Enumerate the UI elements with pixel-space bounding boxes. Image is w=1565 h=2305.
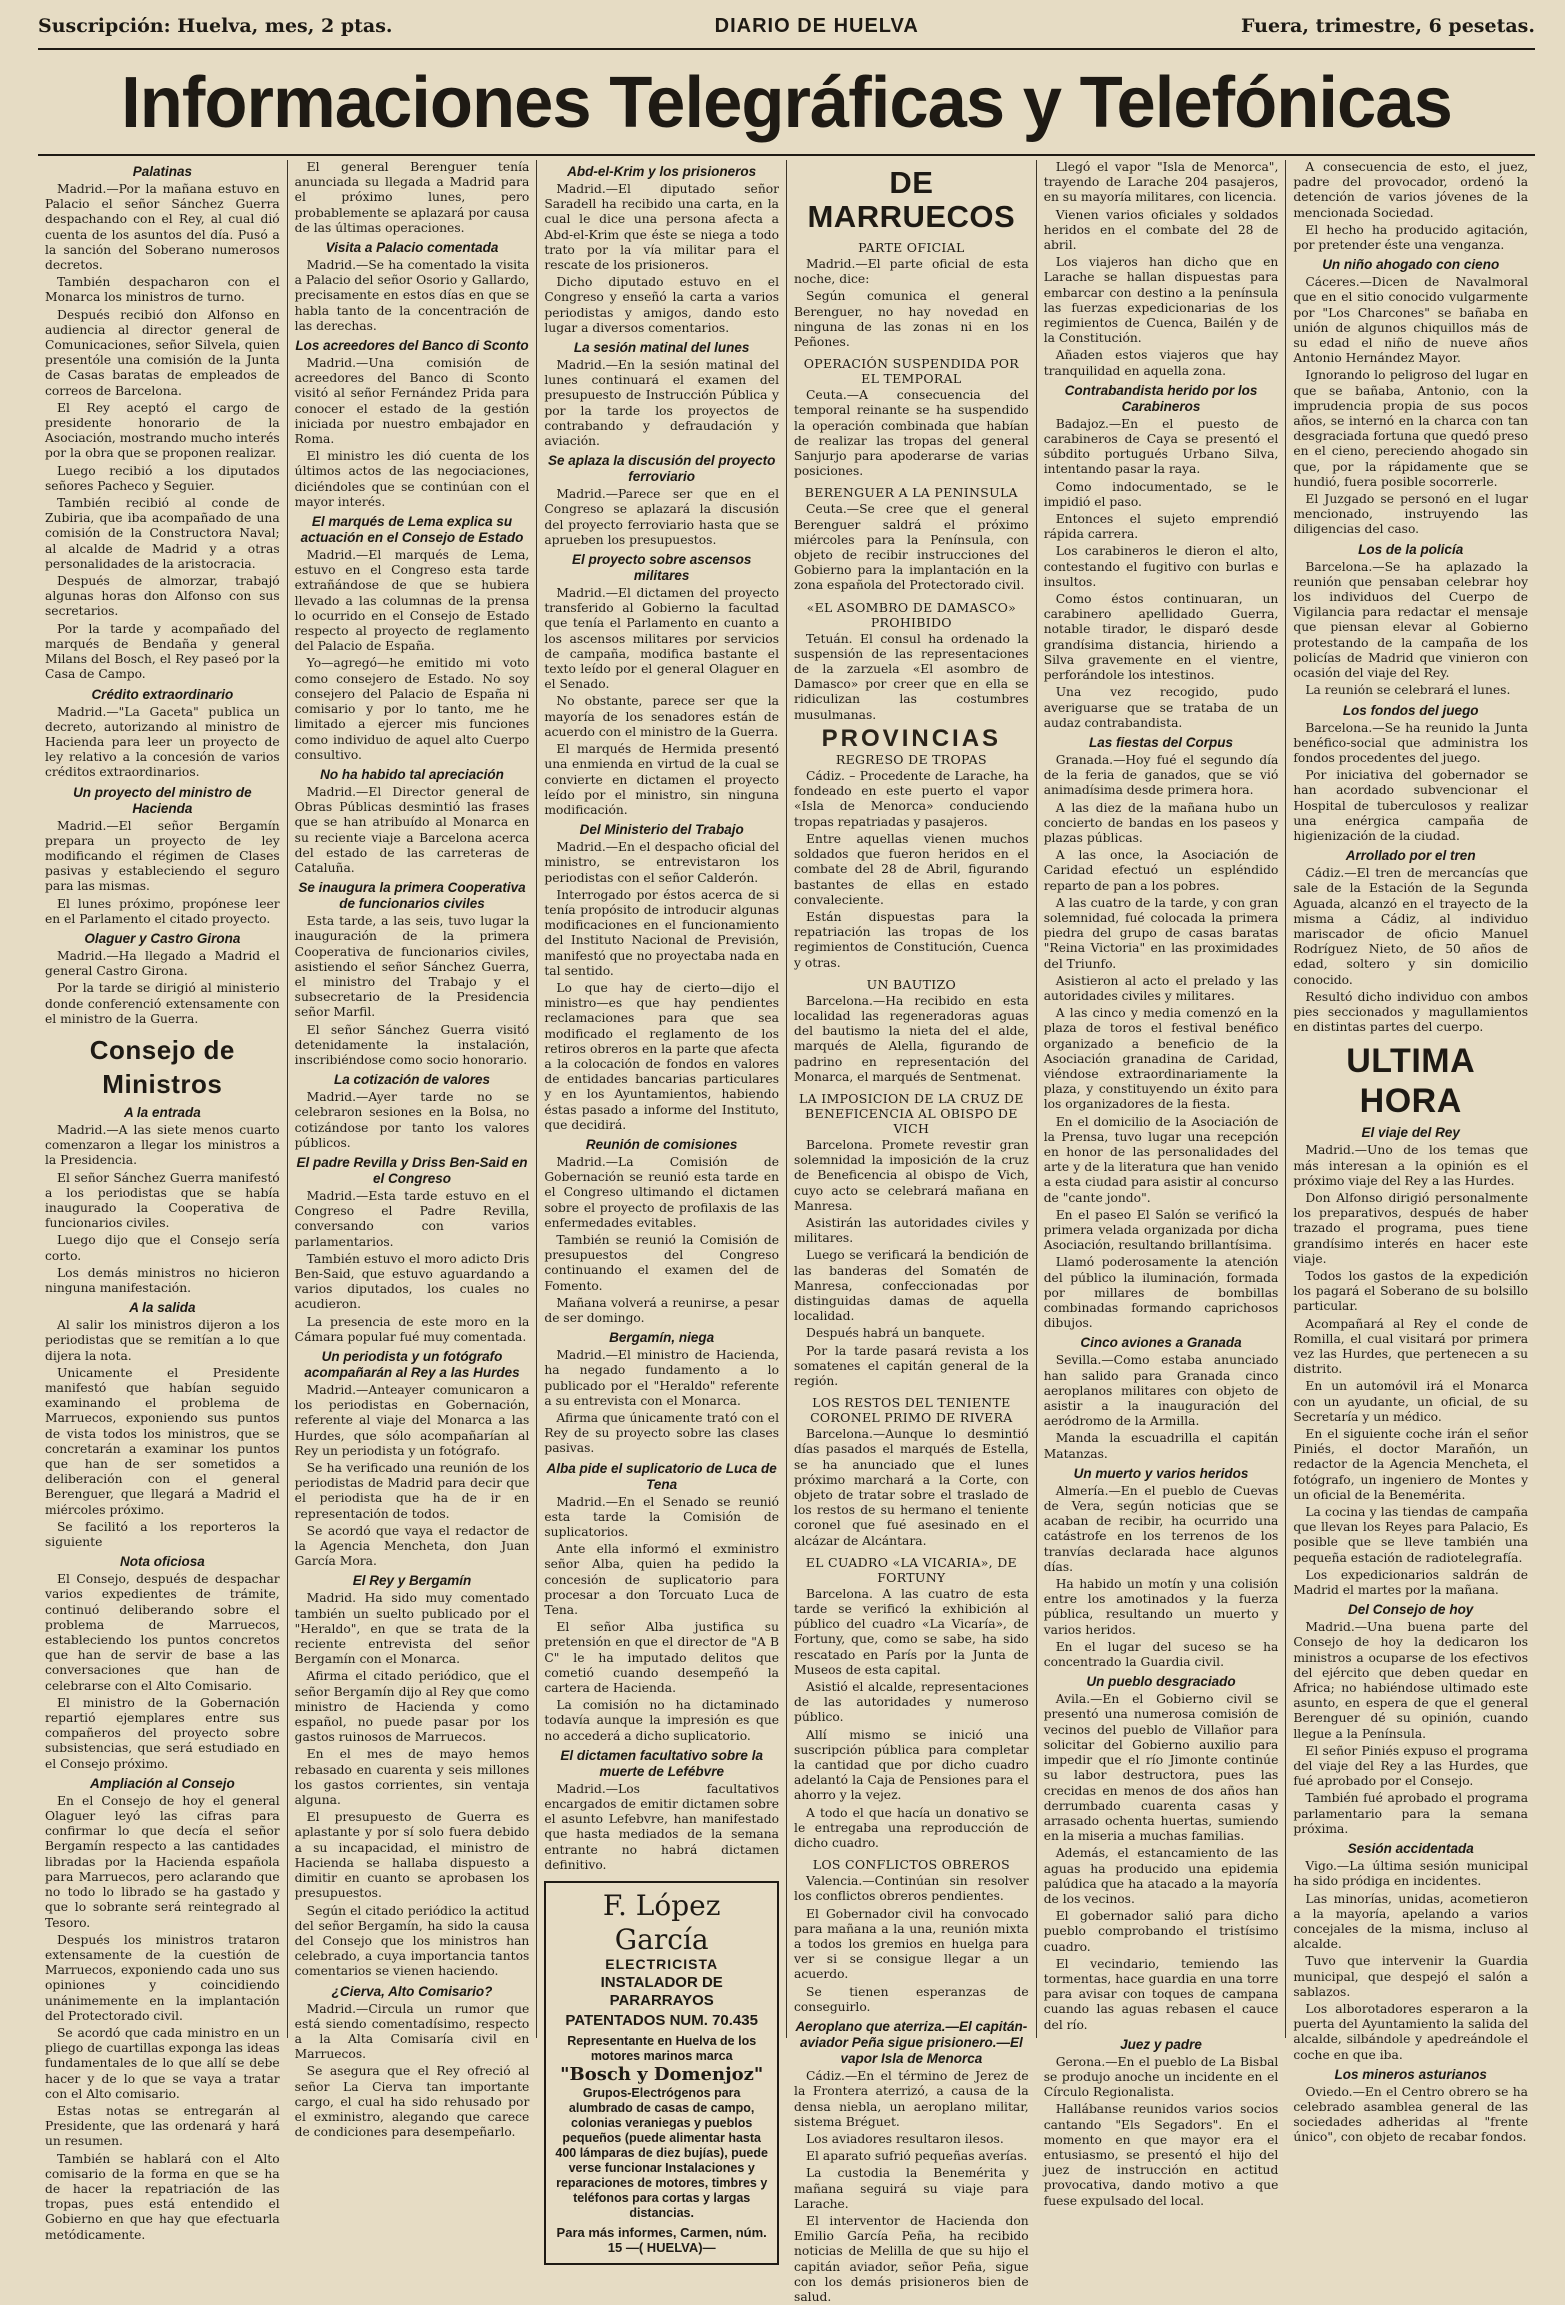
ad-name: F. López García bbox=[602, 1889, 721, 1957]
paragraph: Están dispuestas para la repatriación las tropas de los regimientos de Constitución, Cuenca y otras. bbox=[794, 909, 1029, 970]
paragraph: El interventor de Hacienda don Emilio García Peña, ha recibido noticias de Melilla de que su hijo el capitán aviador, señor Peña, sigue con los demás prisioneros bien de salud. bbox=[794, 2213, 1029, 2304]
heading: LOS RESTOS DEL TENIENTE CORONEL PRIMO DE RIVERA bbox=[810, 1395, 1013, 1426]
paragraph: Esta tarde, a las seis, tuvo lugar la inauguración de la primera Cooperativa de funcionarios civiles, asistiendo el señor Sánchez Guerra, el ministro del Trabajo y el subsecretario de la Presidencia señor Marfil. bbox=[294, 914, 530, 1020]
paragraph: Tetuán. El consul ha ordenado la suspensión de las representaciones de la zarzuela «El asombro de Damasco» por creer que en ella se ridiculizan las costumbres musulmanas. bbox=[794, 631, 1029, 722]
paragraph: A las diez de la mañana hubo un concierto de bandas en los paseos y plazas públicas. bbox=[1043, 800, 1279, 845]
paragraph: Los aviadores resultaron ilesos. bbox=[806, 2131, 1004, 2146]
paragraph: Los carabineros le dieron el alto, contestando el fugitivo con burlas e insultos. bbox=[1043, 544, 1279, 589]
paragraph: Madrid.—El Director general de Obras Públicas desmintió las frases que se han atribuído al Monarca en su reciente viaje a Barcelona acerca del estado de las carreteras de Cataluña. bbox=[294, 784, 530, 875]
heading: UN BAUTIZO bbox=[866, 976, 957, 992]
paragraph: Madrid.—En el despacho oficial del ministro, se entrevistaron los periodistas con el señor Calderón. bbox=[544, 840, 780, 885]
paragraph: La cocina y las tiendas de campaña que llevan los Reyes para Palacio, Es posible que se lleve también una pequeña estación de radiotelegrafía. bbox=[1293, 1505, 1529, 1565]
paragraph: Barcelona.—Ha recibido en esta localidad las regeneradoras aguas del bautismo la nieta del el alde, marqués de Alella, figurando de padrino en representación del Monarca, el marqués de Sentmenat. bbox=[794, 993, 1029, 1084]
heading: Un niño ahogado con cieno bbox=[1322, 257, 1500, 273]
heading: Juez y padre bbox=[1120, 2036, 1202, 2052]
paragraph: Ignorando lo peligroso del lugar en que se bañaba, Antonio, con la imprudencia propia de sus pocos años, se internó en la charca con tan desgraciada fortuna que quedó preso en el cieno, pereciendo ahogado sin que, por la rápidamente que se hundió, fuera posible socorrerle. bbox=[1293, 368, 1529, 489]
paragraph: Después recibió don Alfonso en audiencia al director general de Comunicaciones, señor Silvela, quien presentóle una comisión de la Junta de Casas baratas de empleados de correos de Barcelona. bbox=[45, 307, 280, 398]
outside-price: Fuera, trimestre, 6 pesetas. bbox=[1240, 15, 1535, 37]
paragraph: Sevilla.—Como estaba anunciado han salido para Granada cinco aeroplanos militares con objeto de asistir a la inauguración del aeródromo de la Armilla. bbox=[1043, 1353, 1279, 1429]
heading: Ampliación al Consejo bbox=[89, 1775, 235, 1791]
paragraph: Valencia.—Continúan sin resolver los conflictos obreros pendientes. bbox=[794, 1874, 1029, 1904]
paragraph: Madrid.—Circula un rumor que está siendo comentadísimo, respecto a la Alta Comisaría civil en Marruecos. bbox=[294, 2001, 530, 2062]
newspaper-name: DIARIO DE HUELVA bbox=[714, 14, 919, 37]
paragraph: Según comunica el general Berenguer, no hay novedad en ninguna de las zonas ni en los Peñones. bbox=[794, 289, 1029, 350]
paragraph: Barcelona.—Aunque lo desmintió días pasados el marqués de Estella, se ha anunciado que el lunes próximo marchará a la Corte, con objeto de tratar sobre el traslado de los restos de su hermano el teniente coronel que fué asesinado en el alcázar de Alcántara. bbox=[794, 1427, 1029, 1548]
paragraph: Afirma el citado periódico, que el señor Bergamín dijo al Rey que como ministro de Hacienda y como español, no puede pasar por los gastos ruinosos de Marruecos. bbox=[294, 1669, 530, 1745]
header-rule bbox=[38, 48, 1535, 50]
paragraph: También despacharon con el Monarca los ministros de turno. bbox=[45, 275, 280, 305]
paragraph: Luego se verificará la bendición de las banderas del Somatén de Manresa, confeccionadas por distinguidas damas de aquella localidad. bbox=[794, 1248, 1029, 1324]
heading: REGRESO DE TROPAS bbox=[835, 752, 987, 768]
paragraph: Barcelona. Promete revestir gran solemnidad la imposición de la cruz de Beneficencia al obispo de Vich, cuyo acto se celebrará mañana en Manresa. bbox=[794, 1137, 1029, 1213]
paragraph: Madrid.—La Comisión de Gobernación se reunió esta tarde en el Congreso ultimando el dictamen sobre el proyecto de profilaxis de las enfermedades evitables. bbox=[544, 1154, 780, 1230]
paragraph: Barcelona.—Se ha aplazado la reunión que pensaban celebrar hoy los individuos del Cuerpo de Vigilancia para redactar el mensaje que piensan elevar al Gobierno protestando de la campaña de los policías de Madrid que vinieron con ocasión del viaje del Rey. bbox=[1293, 559, 1529, 681]
heading: Se aplaza la discusión del proyecto ferroviario bbox=[548, 453, 776, 485]
paragraph: Madrid.—El parte oficial de esta noche, dice: bbox=[794, 257, 1029, 287]
paragraph: Vienen varios oficiales y soldados heridos en el combate del 28 de abril. bbox=[1043, 207, 1279, 253]
paragraph: Ha habido un motín y una colisión entre los amotinados y la fuerza pública, resultando un muerto y varios heridos. bbox=[1043, 1577, 1279, 1637]
heading: OPERACIÓN SUSPENDIDA POR EL TEMPORAL bbox=[803, 356, 1019, 387]
paragraph: Como éstos continuaran, un carabinero apellidado Guerra, notable tirador, le disparó desde grandísima distancia, hiriendo a Silva gravemente en el vientre, perforándole los intestinos. bbox=[1043, 592, 1279, 683]
heading: Los mineros asturianos bbox=[1334, 2066, 1487, 2082]
paragraph: A las cinco y media comenzó en la plaza de toros el festival benéfico organizado a beneficio de la Asociación granadina de Caridad, viéndose extraordinariamente la plaza, y constituyendo un éxito para los organizadores de la fiesta. bbox=[1043, 1006, 1279, 1112]
paragraph: En el siguiente coche irán el señor Piniés, el doctor Marañón, un redactor de la Agencia Mencheta, el fotógrafo, un ingeniero de Montes y un oficial de la Benemérita. bbox=[1293, 1427, 1529, 1502]
paragraph: Madrid. Ha sido muy comentado también un suelto publicado por el "Heraldo", en que se trata de la reciente entrevista del señor Bergamín con el Monarca. bbox=[294, 1591, 530, 1667]
paragraph: Madrid.—Parece ser que en el Congreso se aplazará la discusión del proyecto ferroviario hasta que se aprueben los presupuestos. bbox=[544, 487, 780, 547]
paragraph: El aparato sufrió pequeñas averías. bbox=[806, 2149, 1028, 2164]
paragraph: Asistieron al acto el prelado y las autoridades civiles y militares. bbox=[1043, 973, 1279, 1003]
section-title: Consejo de Ministros bbox=[89, 1034, 235, 1099]
paragraph: El señor Piniés expuso el programa del viaje del Rey a las Hurdes, que fué aprobado por el Consejo. bbox=[1293, 1743, 1529, 1789]
paragraph: Cádiz.—El tren de mercancías que sale de la Estación de la Segunda Aguada, alcanzó en el trayecto de la misma a Cádiz, al individuo mariscador de oficio Manuel Rodríguez Nieto, de 50 años de edad, soltero y sin domicilio conocido. bbox=[1293, 866, 1529, 987]
section-title: PROVINCIAS bbox=[821, 724, 1002, 752]
paragraph: A todo el que hacía un donativo se le entregaba una reproducción de dicho cuadro. bbox=[794, 1805, 1029, 1851]
paragraph: Estas notas se entregarán al Presidente, que las ordenará y hará un resumen. bbox=[45, 2103, 280, 2149]
paragraph: Allí mismo se inició una suscripción pública para completar la cantidad que por dicho cuadro adelantó la Caja de Pensiones para el ahorro y la vejez. bbox=[794, 1727, 1029, 1803]
heading: ¿Cierva, Alto Comisario? bbox=[331, 1983, 493, 1999]
paragraph: Por la tarde pasará revista a los somatenes el capitán general de la región. bbox=[794, 1343, 1029, 1388]
heading: A la entrada bbox=[123, 1104, 201, 1120]
paragraph: El señor Sánchez Guerra manifestó a los periodistas que se había inaugurado la Cooperativa de funcionarios civiles. bbox=[45, 1170, 280, 1231]
paragraph: Los alborotadores esperaron a la puerta del Ayuntamiento la salida del alcalde, silbándole y apedreándole el coche en que iba. bbox=[1293, 2001, 1529, 2062]
paragraph: Ceuta.—Se cree que el general Berenguer saldrá el próximo miércoles para la Península, con objeto de recibir instrucciones del Gobierno para la implantación en la zona española del Protectorado civil. bbox=[794, 502, 1029, 593]
paragraph: El Gobernador civil ha convocado para mañana a la una, reunión mixta a todos los gremios en huelga para ver si se consigue llegar a un acuerdo. bbox=[794, 1906, 1029, 1982]
paragraph: El vecindario, temiendo las tormentas, hace guardia en una torre para avisar con toques de campana cuando las aguas rebasen el cauce del río. bbox=[1043, 1956, 1279, 2032]
column-3 bbox=[536, 160, 786, 2255]
paragraph: No obstante, parece ser que la mayoría de los senadores están de acuerdo con el ministro de la Guerra. bbox=[544, 694, 780, 739]
paragraph: En el mes de mayo hemos rebasado en cuarenta y seis millones los gastos corrientes, sin ventaja alguna. bbox=[294, 1747, 530, 1808]
ad-body: Grupos-Electrógenos para alumbrado de casas de campo, colonias veraniegas y pueblos pequeños (puede alimentar hasta 400 lámparas de diez bujías), puede verse funcionar Instalaciones y reparaciones de motores, timbres y teléfonos para cortas y largas distancias. bbox=[555, 2085, 768, 2220]
paragraph: Madrid.—El dictamen del proyecto transferido al Gobierno la facultad que tenía el Parlamento en cuanto a los ascensos militares por servicios de campaña, modifica bastante el texto leído por el general Olaguer en el Senado. bbox=[544, 586, 780, 692]
heading: Las fiestas del Corpus bbox=[1089, 734, 1234, 750]
paragraph: El señor Alba justifica su pretensión en que el director de "A B C" le ha imputado delitos que cometió cuando desempeñó la cartera de Hacienda. bbox=[544, 1620, 780, 1696]
masthead-rule bbox=[38, 154, 1535, 156]
paragraph: Asistió el alcalde, representaciones de las autoridades y numeroso público. bbox=[794, 1680, 1029, 1725]
paragraph: Después habrá un banquete. bbox=[806, 1326, 986, 1341]
paragraph: Las minorías, unidas, acometieron a la mayoría, apelando a varios concejales de la misma, incluso al alcalde. bbox=[1293, 1891, 1529, 1952]
heading: Bergamín, niega bbox=[609, 1330, 715, 1346]
paragraph: Madrid.—En la sesión matinal del lunes continuará el examen del presupuesto de Instrucción Pública y por la tarde los proyectos de contrabando y defraudación y aviación. bbox=[544, 358, 780, 449]
paragraph: En el Consejo de hoy el general Olaguer leyó las cifras para confirmar lo que decía el señor Bergamín respecto a las cantidades libradas por la Hacienda española para Marruecos, pero aclarando que no todo lo librado se ha gastado y que lo sobrante será reintegrado al Tesoro. bbox=[45, 1793, 280, 1930]
paragraph: Yo—agregó—he emitido mi voto como consejero de Estado. No soy consejero del Palacio de España ni comisario y por lo tanto, me he limitado a ejercer mis funciones como individuo de aquel alto Cuerpo consultivo. bbox=[294, 656, 530, 762]
paragraph: También fué aprobado el programa parlamentario para la semana próxima. bbox=[1293, 1791, 1529, 1836]
heading: PARTE OFICIAL bbox=[858, 240, 965, 255]
paragraph: Barcelona.—Se ha reunido la Junta benéfico-social que administra los fondos procedentes del juego. bbox=[1293, 720, 1529, 765]
paragraph: Se tienen esperanzas de conseguirlo. bbox=[794, 1984, 1029, 2014]
paragraph: Hallábanse reunidos varios socios cantando "Els Segadors". En el momento en que mayor era el entusiasmo, se presentó el hijo del juez de instrucción en actitud provocativa, dando motivo a que fuese expulsado del local. bbox=[1043, 2102, 1279, 2208]
heading: El padre Revilla y Driss Ben-Said en el Congreso bbox=[296, 1154, 528, 1186]
paragraph: Lo que hay de cierto—dijo el ministro—es que hay pendientes reclamaciones para que sea modificado el reglamento de los retiros obreros en la parte que afecta a la colocación de fondos en valores de entidades bancarias particulares y en los Ayuntamientos, habiendo éstas pasado a informe del Instituto, que decidirá. bbox=[544, 980, 780, 1132]
paragraph: Unicamente el Presidente manifestó que habían seguido examinando el problema de Marruecos, exponiendo sus puntos de vista todos los ministros, que se concretarán a examinar los puntos que han de ser sometidos a deliberación con el general Berenguer, que llegará a Madrid el miércoles próximo. bbox=[45, 1365, 280, 1517]
paragraph: El ministro les dió cuenta de los últimos actos de las negociaciones, diciéndoles que se continúan con el mayor interés. bbox=[294, 449, 530, 509]
heading: El dictamen facultativo sobre la muerte de Lefébvre bbox=[560, 1747, 763, 1779]
heading: Alba pide el suplicatorio de Luca de Tena bbox=[546, 1460, 777, 1492]
heading: Arrollado por el tren bbox=[1345, 848, 1476, 864]
heading: LOS CONFLICTOS OBREROS bbox=[812, 1857, 1010, 1873]
paragraph: Se acordó que cada ministro en un pliego de cuartillas exponga las ideas fundamentales de lo que allí se debe hacer y de lo que se vaya a tratar con el Alto comisario. bbox=[45, 2025, 280, 2101]
paragraph: Almería.—En el pueblo de Cuevas de Vera, según noticias que se acaban de recibir, ha ocurrido una catástrofe en los terrenos de los tranvías declarada hace algunos días. bbox=[1043, 1483, 1279, 1574]
paragraph: Por iniciativa del gobernador se han acordado subvencionar el Hospital de tuberculosos y realizar una enérgica campaña de higienización de la ciudad. bbox=[1293, 768, 1529, 843]
paragraph: También estuvo el moro adicto Dris Ben-Said, que estuvo aguardando a varios diputados, los cuales no acudieron. bbox=[294, 1251, 530, 1312]
ad-line: PATENTADOS NUM. 70.435 bbox=[565, 2012, 758, 2030]
paragraph: El Consejo, después de despachar varios expedientes de trámite, continuó deliberando sobre el problema de Marruecos, estableciendo los puntos concretos que han de servir de base a las conversaciones que han de celebrarse con el Alto Comisario. bbox=[45, 1572, 280, 1693]
paragraph: Don Alfonso dirigió personalmente los preparativos, después de haber trazado el programa, pues tiene grandísimo interés en hacer este viaje. bbox=[1293, 1190, 1529, 1266]
paragraph: El gobernador salió para dicho pueblo comprobando el tristísimo cuadro. bbox=[1043, 1909, 1279, 1954]
paragraph: Luego recibió a los diputados señores Pacheco y Seguier. bbox=[45, 463, 280, 493]
heading: Contrabandista herido por los Carabineros bbox=[1064, 382, 1258, 414]
paragraph: Se acordó que vaya el redactor de la Agencia Mencheta, don Juan García Mora. bbox=[294, 1523, 530, 1569]
paragraph: Según el citado periódico la actitud del señor Bergamín, ha sido la causa del Consejo que los ministros han celebrado, a cuya importancia tantos comentarios se vienen haciendo. bbox=[294, 1903, 530, 1979]
paragraph: Se ha verificado una reunión de los periodistas de Madrid para decir que el periodista que ha de ir en representación de todos. bbox=[294, 1461, 530, 1521]
paragraph: El señor Sánchez Guerra visitó detenidamente la instalación, inscribiéndose como socio honorario. bbox=[294, 1022, 530, 1067]
heading: LA IMPOSICION DE LA CRUZ DE BENEFICENCIA AL OBISPO DE VICH bbox=[799, 1090, 1024, 1136]
column-4 bbox=[786, 160, 1036, 2304]
heading: Palatinas bbox=[132, 164, 192, 179]
paragraph: El hecho ha producido agitación, por pretender éste una venganza. bbox=[1293, 222, 1529, 253]
heading: Los de la policía bbox=[1358, 541, 1464, 557]
paragraph: Madrid.—El señor Bergamín prepara un proyecto de ley modificando el régimen de Clases pasivas y estableciendo el seguro para las mismas. bbox=[45, 818, 280, 894]
paragraph: Después los ministros trataron extensamente de la cuestión de Marruecos, exponiendo cada uno sus opiniones y coincidiendo unánimemente en la implantación del Protectorado civil. bbox=[45, 1932, 280, 2023]
ad-brand: "Bosch y Domenjoz" bbox=[560, 2064, 764, 2086]
paragraph: Los viajeros han dicho que en Larache se hallan dispuestas para embarcar con destino a la península las fuerzas expedicionarias de los regimientos de Cuenca, Bailén y de la Constitución. bbox=[1043, 255, 1279, 346]
column-6 bbox=[1285, 160, 1535, 2145]
heading: Del Consejo de hoy bbox=[1348, 1602, 1474, 1618]
paragraph: Madrid.—Por la mañana estuvo en Palacio el señor Sánchez Guerra despachando con el Rey, al cual dió cuenta de los asuntos del día. Pusó a la sanción del Soberano numerosos decretos. bbox=[45, 182, 280, 273]
paragraph: Una vez recogido, pudo averiguarse que se trataba de un audaz contrabandista. bbox=[1043, 685, 1279, 730]
paragraph: Barcelona. A las cuatro de esta tarde se verificó la exhibición al público del cuadro «La Vicaría», de Fortuny, que, como se sabe, ha sido rescatado en París por la Junta de Museos de esta capital. bbox=[794, 1586, 1029, 1677]
heading: Aeroplano que aterriza.—El capitán-aviador Peña sigue prisionero.—El vapor Isla de Menorca bbox=[795, 2019, 1028, 2067]
heading: El Rey y Bergamín bbox=[352, 1573, 472, 1589]
paragraph: Después de almorzar, trabajó algunas horas don Alfonso con sus secretarios. bbox=[45, 574, 280, 619]
heading: Reunión de comisiones bbox=[585, 1136, 738, 1152]
ad-line: Representante en Huelva de los motores marinos marca bbox=[567, 2034, 757, 2064]
paragraph: Los demás ministros no hicieron ninguna manifestación. bbox=[45, 1265, 280, 1295]
heading: El marqués de Lema explica su actuación en el Consejo de Estado bbox=[300, 514, 524, 546]
heading: Nota oficiosa bbox=[119, 1554, 205, 1570]
paragraph: Madrid.—Ha llegado a Madrid el general Castro Girona. bbox=[45, 948, 280, 979]
paragraph: También se reunió la Comisión de presupuestos del Congreso continuando el examen del de Fomento. bbox=[544, 1232, 780, 1293]
heading: A la salida bbox=[129, 1300, 196, 1316]
paragraph: Afirma que únicamente trató con el Rey de su proyecto sobre las clases pasivas. bbox=[544, 1411, 780, 1456]
paragraph: Además, el estancamiento de las aguas ha producido una epidemia palúdica que ha atacado a la mayoría de los vecinos. bbox=[1043, 1846, 1279, 1906]
heading: Del Ministerio del Trabajo bbox=[579, 822, 744, 838]
heading: La sesión matinal del lunes bbox=[573, 340, 750, 356]
paragraph: Dicho diputado estuvo en el Congreso y enseñó la carta a varios periodistas y amigos, dando esto lugar a diversos comentarios. bbox=[544, 275, 780, 335]
paragraph: Por la tarde y acompañado del marqués de Bendaña y general Milans del Bosch, el Rey paseó por la Casa de Campo. bbox=[45, 621, 280, 682]
heading: Se inaugura la primera Cooperativa de funcionarios civiles bbox=[298, 880, 526, 912]
paragraph: El Rey aceptó el cargo de presidente honorario de la Asociación, mostrando mucho interés por la obra que se proponen realizar. bbox=[45, 400, 280, 461]
paragraph: Entonces el sujeto emprendió rápida carrera. bbox=[1043, 512, 1279, 542]
heading: EL CUADRO «LA VICARIA», DE FORTUNY bbox=[805, 1554, 1017, 1585]
paragraph: Madrid.—El marqués de Lema, estuvo en el Congreso esta tarde extrañándose de que se hubiera llevado a las columnas de la prensa lo ocurrido en el Consejo de Estado respecto al proyecto de reglamento del Palacio de España. bbox=[294, 548, 530, 654]
paragraph: Madrid.—El diputado señor Saradell ha recibido una carta, en la cual le dice una persona afecta a Abd-el-Krim que éste se niega a todo trato por la vía militar para el rescate de los prisioneros. bbox=[544, 182, 780, 273]
paragraph: A las once, la Asociación de Caridad efectuó un espléndido reparto de pan a los pobres. bbox=[1043, 848, 1279, 893]
paragraph: La presencia de este moro en la Cámara popular fué muy comentada. bbox=[294, 1314, 530, 1344]
paragraph: Luego dijo que el Consejo sería corto. bbox=[45, 1233, 280, 1263]
heading: Un periodista y un fotógrafo acompañarán al Rey a las Hurdes bbox=[304, 1349, 520, 1380]
paragraph: Badajoz.—En el puesto de carabineros de Caya se presentó el súbdito portugués Urbano Silva, intentando pasar la raya. bbox=[1043, 416, 1279, 477]
paragraph: La custodia la Benemérita y mañana seguirá su viaje para Larache. bbox=[794, 2166, 1029, 2211]
paragraph: Vigo.—La última sesión municipal ha sido pródiga en incidentes. bbox=[1293, 1859, 1529, 1889]
heading: «EL ASOMBRO DE DAMASCO» PROHIBIDO bbox=[806, 599, 1017, 630]
paragraph: Madrid.—Uno de los temas que más interesan a la opinión es el próximo viaje del Rey a las Hurdes. bbox=[1293, 1143, 1529, 1188]
paragraph: Madrid.—Los facultativos encargados de emitir dictamen sobre el asunto Lefebvre, han manifestado que hasta mediados de la semana entrante no habrá dictamen definitivo. bbox=[544, 1781, 780, 1872]
page-header bbox=[38, 6, 1535, 46]
paragraph: El marqués de Hermida presentó una enmienda en virtud de la cual se convierte en dictamen el proyecto leído por el ministro, sin ninguna modificación. bbox=[544, 742, 780, 817]
heading: Sesión accidentada bbox=[1347, 1841, 1474, 1857]
paragraph: Madrid.—Una comisión de acreedores del Banco di Sconto visitó al señor Fernández Prida para conocer el estado de la gestión iniciada por nuestro embajador en Roma. bbox=[294, 356, 530, 447]
paragraph: Madrid.—Esta tarde estuvo en el Congreso el Padre Revilla, conversando con varios parlamentarios. bbox=[294, 1188, 530, 1249]
paragraph: Por la tarde se dirigió al ministerio donde conferenció extensamente con el ministro de la Guerra. bbox=[45, 981, 280, 1026]
paragraph: La reunión se celebrará el lunes. bbox=[1305, 683, 1511, 698]
paragraph: El general Berenguer tenía anunciada su llegada a Madrid para el próximo lunes, pero probablemente se aplazará por causa de las últimas operaciones. bbox=[294, 160, 530, 235]
paragraph: La comisión no ha dictaminado todavía aunque la impresión es que no accederá a dicho suplicatorio. bbox=[544, 1698, 780, 1743]
paragraph: Entre aquellas vienen muchos soldados que fueron heridos en el combate del 28 de Abril, figurando bastantes de ellas en estado convaleciente. bbox=[794, 831, 1029, 907]
paragraph: Mañana volverá a reunirse, a pesar de ser domingo. bbox=[544, 1295, 780, 1325]
ad-role: ELECTRICISTA bbox=[605, 1956, 719, 1973]
column-5 bbox=[1036, 160, 1286, 2208]
heading: Olaguer y Castro Girona bbox=[84, 930, 241, 946]
paragraph: Granada.—Hoy fué el segundo día de la feria de ganados, que se vió animadísima desde primera hora. bbox=[1043, 752, 1279, 798]
paragraph: Todos los gastos de la expedición los pagará el Soberano de su bolsillo particular. bbox=[1293, 1268, 1529, 1314]
section-title: DE MARRUECOS bbox=[807, 165, 1016, 234]
paragraph: Llegó el vapor "Isla de Menorca", trayendo de Larache 204 pasajeros, en su mayoría militares, con licencia. bbox=[1043, 160, 1279, 205]
heading: Un muerto y varios heridos bbox=[1073, 1465, 1249, 1481]
paragraph: Añaden estos viajeros que hay tranquilidad en aquella zona. bbox=[1043, 348, 1279, 378]
paragraph: Madrid.—Ayer tarde no se celebraron sesiones en la Bolsa, no cotizándose por tanto los valores públicos. bbox=[294, 1090, 530, 1150]
paragraph: En el paseo El Salón se verificó la primera velada organizada por dicha Asociación, resultando brillantísima. bbox=[1043, 1207, 1279, 1253]
paragraph: Como indocumentado, se le impidió el paso. bbox=[1043, 479, 1279, 509]
section-masthead: Informaciones Telegráficas y Telefónicas bbox=[121, 63, 1452, 143]
paragraph: Los expedicionarios saldrán de Madrid el martes por la mañana. bbox=[1293, 1567, 1529, 1598]
paragraph: A consecuencia de esto, el juez, padre del provocador, ordenó la detención de varios jóvenes de la mencionada Sociedad. bbox=[1293, 160, 1529, 220]
heading: La cotización de valores bbox=[333, 1072, 491, 1088]
columns bbox=[38, 160, 1535, 2304]
column-2 bbox=[287, 160, 537, 2140]
paragraph: Madrid.—Se ha comentado la visita a Palacio del señor Osorio y Gallardo, precisamente en estos días en que se habla tanto de la concentración de las derechas. bbox=[294, 258, 530, 333]
paragraph: Cádiz. – Procedente de Larache, ha fondeado en este puerto el vapor «Isla de Menorca» conduciendo tropas repatriadas y pasajeros. bbox=[794, 769, 1029, 829]
paragraph: Al salir los ministros dijeron a los periodistas que se remitían a lo que dijera la nota. bbox=[45, 1318, 280, 1363]
paragraph: Se asegura que el Rey ofreció al señor La Cierva tan importante cargo, el cual ha sido rehusado por el exministro, alegando que carece de condiciones para desempeñarlo. bbox=[294, 2064, 530, 2140]
paragraph: Madrid.—Una buena parte del Consejo de hoy la dedicaron los ministros a ocuparse de los efectivos del ejército que deben quedar en Africa; no habiéndose ultimado este asunto, en espera de que el general Berenguer dé su opinión, cuando llegue a la Península. bbox=[1293, 1620, 1529, 1741]
paragraph: Gerona.—En el pueblo de La Bisbal se produjo anoche un incidente en el Círculo Regionalista. bbox=[1043, 2054, 1279, 2100]
paragraph: Ceuta.—A consecuencia del temporal reinante se ha suspendido la operación combinada que habían de realizar las tropas del general Sanjurjo para apoderarse de varias posiciones. bbox=[794, 388, 1029, 479]
paragraph: Resultó dicho individuo con ambos pies seccionados y magullamientos en distintas partes del cuerpo. bbox=[1293, 989, 1529, 1035]
paragraph: A las cuatro de la tarde, y con gran solemnidad, fué colocada la primera piedra del grupo de casas baratas "Reina Victoria" en las proximidades del Triunfo. bbox=[1043, 895, 1279, 971]
heading: No ha habido tal apreciación bbox=[320, 766, 504, 782]
paragraph: Ante ella informó el exministro señor Alba, quien ha pedido la concesión de suplicatorio para procesar a don Torcuato Luca de Tena. bbox=[544, 1542, 780, 1618]
paragraph: Avila.—En el Gobierno civil se presentó una numerosa comisión de vecinos del pueblo de Villañor para solicitar del Gobierno auxilio para impedir que el río Jimonte continúe su labor destructora, pues las crecidas en menos de dos años han derrumbado cuarenta casas y arrasado ochenta huertas, sumiendo en la miseria a muchas familias. bbox=[1043, 1692, 1279, 1844]
heading: Crédito extraordinario bbox=[91, 686, 234, 702]
paragraph: Se facilitó a los reporteros la siguiente bbox=[45, 1519, 280, 1550]
paragraph: Acompañará al Rey el conde de Romilla, el cual visitará por primera vez las Hurdes, que pertenecen a su distrito. bbox=[1293, 1316, 1529, 1377]
heading: Los fondos del juego bbox=[1342, 702, 1479, 718]
paragraph: Interrogado por éstos acerca de si tenía propósito de introducir algunas modificaciones en el funcionamiento del Instituto Nacional de Previsión, manifestó que no proyectaba nada en tal sentido. bbox=[544, 887, 780, 978]
ad-line: INSTALADOR DE PARARRAYOS bbox=[600, 1974, 723, 2010]
paragraph: Llamó poderosamente la atención del público la iluminación, formada por millares de bombillas combinadas formando caprichosos dibujos. bbox=[1043, 1255, 1279, 1331]
paragraph: El ministro de la Gobernación repartió ejemplares entre sus compañeros del proyecto sobre subsistencias, que será estudiado en el Consejo próximo. bbox=[45, 1695, 280, 1771]
heading: Visita a Palacio comentada bbox=[325, 240, 499, 256]
paragraph: En el lugar del suceso se ha concentrado la Guardia civil. bbox=[1043, 1639, 1279, 1670]
paragraph: Cádiz.—En el término de Jerez de la Frontera aterrizó, a causa de la densa niebla, un aeroplano militar, sistema Bréguet. bbox=[794, 2069, 1029, 2129]
paragraph: Madrid.—En el Senado se reunió esta tarde la Comisión de suplicatorios. bbox=[544, 1494, 780, 1540]
heading: Un pueblo desgraciado bbox=[1086, 1674, 1236, 1690]
subscription-price: Suscripción: Huelva, mes, 2 ptas. bbox=[38, 15, 393, 37]
heading: El proyecto sobre ascensos militares bbox=[572, 552, 752, 584]
heading: Cinco aviones a Granada bbox=[1080, 1335, 1242, 1351]
heading: Abd-el-Krim y los prisioneros bbox=[567, 164, 757, 179]
heading: BERENGUER A LA PENINSULA bbox=[804, 485, 1018, 501]
heading: Los acreedores del Banco di Sconto bbox=[295, 338, 529, 354]
section-title: ULTIMA HORA bbox=[1346, 1042, 1476, 1121]
heading: El viaje del Rey bbox=[1361, 1125, 1460, 1141]
heading: Un proyecto del ministro de Hacienda bbox=[73, 784, 252, 816]
paragraph: También se hablará con el Alto comisario de la forma en que se ha de hacer la repatriación de las tropas, pues está entendido el Gobierno en que hay que efectuarla metódicamente. bbox=[45, 2151, 280, 2242]
advertisement bbox=[544, 1881, 779, 2265]
paragraph: Madrid.—Anteayer comunicaron a los periodistas en Gobernación, referente al viaje del Monarca a las Hurdes, que sólo acompañarían al Rey un periodista y un fotógrafo. bbox=[294, 1383, 530, 1458]
paragraph: El presupuesto de Guerra es aplastante y por sí solo fuera debido a su incapacidad, el ministro de Hacienda se hallaba dispuesto a dimitir en cuanto se aprobasen los presupuestos. bbox=[294, 1810, 530, 1901]
ad-footer: Para más informes, Carmen, núm. 15 —( HUELVA)— bbox=[556, 2224, 767, 2255]
paragraph: En el domicilio de la Asociación de la Prensa, tuvo lugar una recepción en honor de las personalidades del arte y de la literatura que han venido a esta ciudad para asistir al concurso de "cante jondo". bbox=[1043, 1114, 1279, 1205]
paragraph: Asistirán las autoridades civiles y militares. bbox=[794, 1215, 1029, 1246]
paragraph: Tuvo que intervenir la Guardia municipal, que despejó el salón a sablazos. bbox=[1293, 1954, 1529, 1999]
paragraph: El Juzgado se personó en el lugar mencionado, instruyendo las diligencias del caso. bbox=[1293, 492, 1529, 537]
paragraph: Madrid.—"La Gaceta" publica un decreto, autorizando al ministro de Hacienda para leer un proyecto de ley relativo a la concesión de varios créditos extraordinarios. bbox=[45, 704, 280, 780]
paragraph: Madrid.—A las siete menos cuarto comenzaron a llegar los ministros a la Presidencia. bbox=[45, 1122, 280, 1168]
paragraph: El lunes próximo, propónese leer en el Parlamento el citado proyecto. bbox=[45, 896, 280, 926]
paragraph: Cáceres.—Dicen de Navalmoral que en el sitio conocido vulgarmente por "Los Charcones" se bañaba en unión de algunos chiquillos más de su edad el niño de nueve años Antonio Hernández Mayor. bbox=[1293, 275, 1529, 366]
column-1 bbox=[38, 160, 287, 2242]
paragraph: Manda la escuadrilla el capitán Matanzas. bbox=[1043, 1431, 1279, 1461]
paragraph: En un automóvil irá el Monarca con un ayudante, un oficial, de su Secretaría y un médico. bbox=[1293, 1379, 1529, 1424]
paragraph: También recibió al conde de Zubiria, que iba acompañado de una comisión de la Constructora Naval; al alcalde de Madrid y a otras personalidades de la aristocracia. bbox=[45, 496, 280, 571]
paragraph: Madrid.—El ministro de Hacienda, ha negado fundamento a lo publicado por el "Heraldo" referente a su entrevista con el Monarca. bbox=[544, 1348, 780, 1408]
paragraph: Oviedo.—En el Centro obrero se ha celebrado asamblea general de las sociedades adheridas al "frente único", con objeto de recabar fondos. bbox=[1293, 2084, 1529, 2145]
